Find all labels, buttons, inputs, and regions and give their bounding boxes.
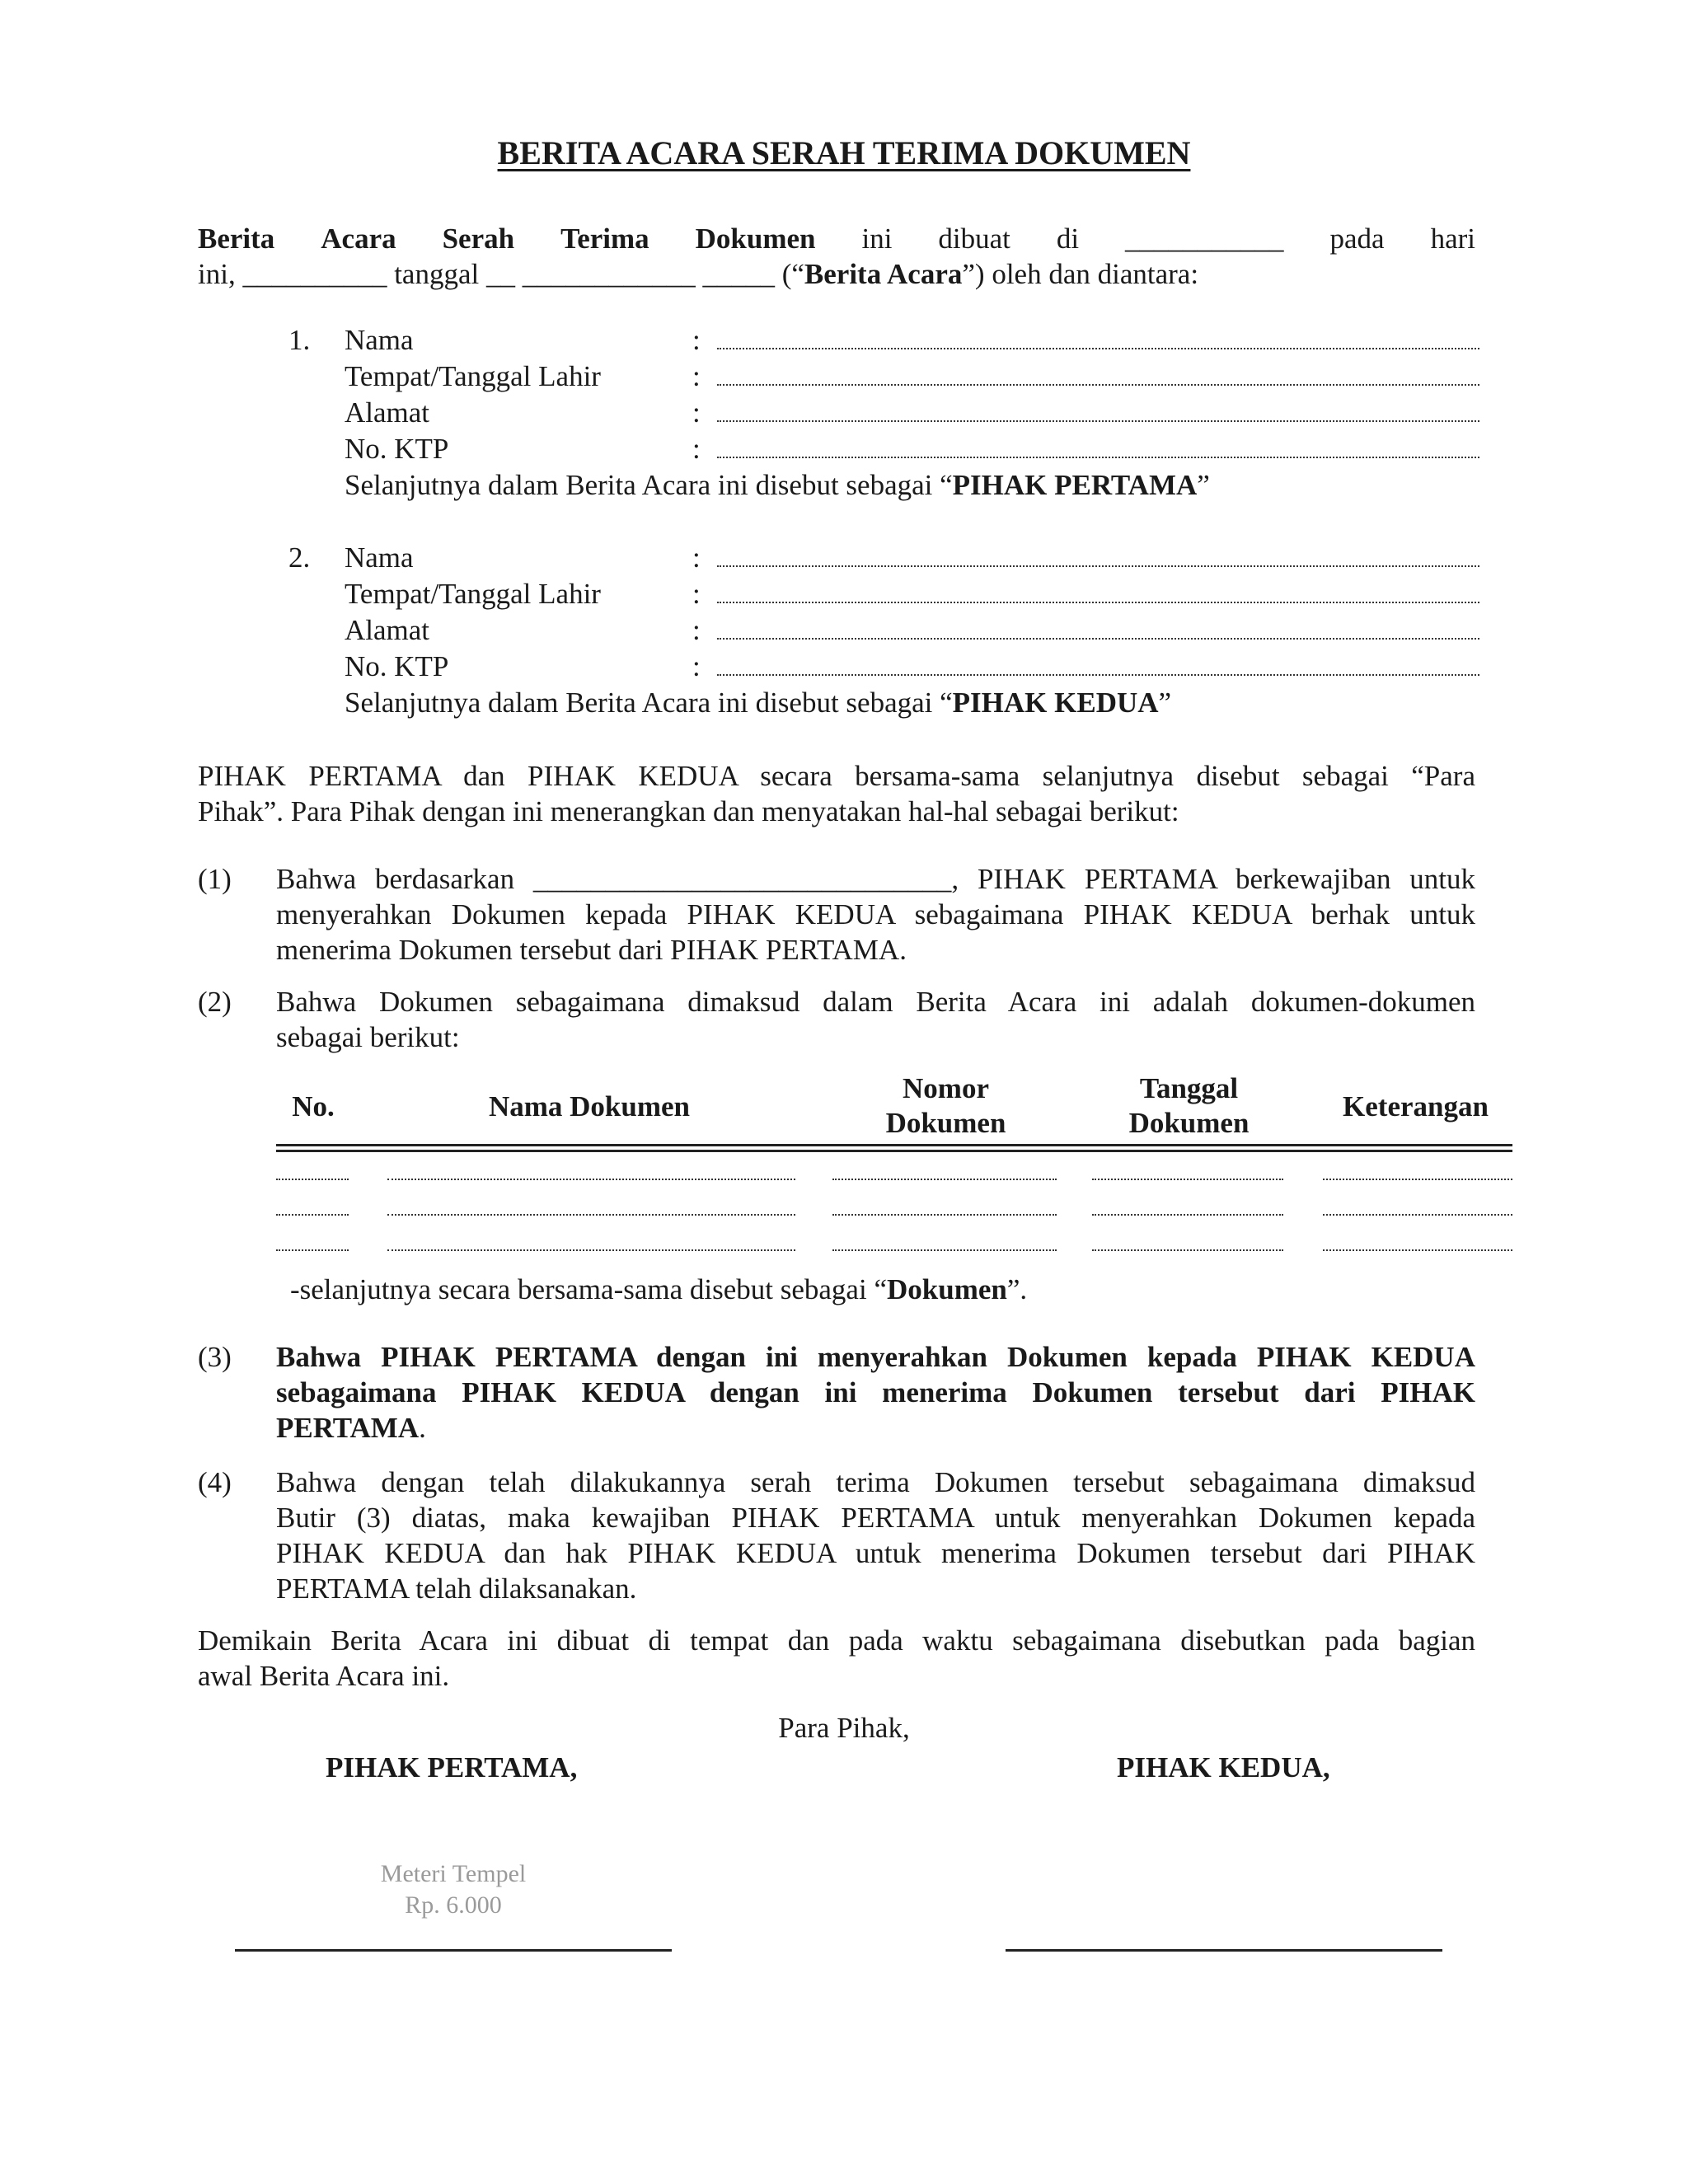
clause-line: Butir (3) diatas, maka kewajiban PIHAK PERTAMA untuk menyerahkan Dokumen kepada: [276, 1502, 1475, 1534]
header-text: Tanggal: [1139, 1072, 1239, 1104]
table-cell-nomor[interactable]: [832, 1249, 1057, 1251]
closing-line: awal Berita Acara ini.: [198, 1660, 450, 1692]
signature-heading: Para Pihak,: [778, 1712, 910, 1744]
fill-line-nama[interactable]: [717, 348, 1479, 349]
table-cell-keterangan[interactable]: [1323, 1249, 1512, 1251]
intro-word: Terima: [560, 223, 649, 255]
intro-word: ini: [861, 223, 893, 255]
clause-line: Bahwa PIHAK PERTAMA dengan ini menyerahkan Dokumen kepada PIHAK KEDUA: [276, 1341, 1475, 1373]
header-text: Dokumen: [885, 1107, 1006, 1139]
intro-word: dibuat: [938, 223, 1010, 255]
table-header-rule: [276, 1144, 1512, 1146]
signature-line-pihak-pertama[interactable]: [235, 1949, 672, 1952]
field-label-ktp: No. KTP: [345, 650, 449, 682]
table-header-rule: [276, 1150, 1512, 1152]
intro-paragraph: [198, 221, 1475, 292]
intro-word: Serah: [442, 223, 515, 255]
document-title: BERITA ACARA SERAH TERIMA DOKUMEN: [497, 134, 1191, 171]
note-text: ”.: [1006, 1273, 1028, 1305]
field-colon: :: [692, 614, 701, 646]
party-2-block: [288, 540, 1479, 721]
table-cell-keterangan[interactable]: [1323, 1179, 1512, 1180]
fill-line-ttl[interactable]: [717, 602, 1479, 603]
field-colon: :: [692, 324, 701, 356]
table-cell-tanggal[interactable]: [1092, 1214, 1283, 1216]
closing-paragraph: [198, 1623, 1475, 1694]
clause-line: PIHAK KEDUA dan hak PIHAK KEDUA untuk menerima Dokumen tersebut dari PIHAK: [276, 1537, 1475, 1569]
para-pihak-paragraph: [198, 758, 1475, 829]
table-cell-no[interactable]: [276, 1214, 349, 1216]
field-label-ttl: Tempat/Tanggal Lahir: [345, 360, 601, 392]
clause-number: (1): [198, 863, 232, 895]
clause-1: [198, 861, 1475, 968]
stamp-text: Meteri Tempel: [380, 1860, 527, 1887]
table-cell-nomor[interactable]: [832, 1214, 1057, 1216]
clause-3: [198, 1339, 1475, 1446]
table-cell-nama[interactable]: [387, 1179, 795, 1180]
fill-line-alamat[interactable]: [717, 638, 1479, 640]
intro-word: Acara: [321, 223, 396, 255]
clause-text: PERTAMA: [276, 1412, 420, 1444]
field-label-ttl: Tempat/Tanggal Lahir: [345, 578, 601, 610]
fill-line-ktp[interactable]: [717, 674, 1479, 676]
intro-blank: ___________: [1125, 223, 1284, 255]
para-pihak-signature-heading: [0, 1710, 1688, 1746]
signature-pihak-kedua-label: PIHAK KEDUA,: [1117, 1751, 1330, 1783]
field-label-nama: Nama: [345, 324, 414, 356]
field-label-ktp: No. KTP: [345, 433, 449, 465]
field-colon: :: [692, 360, 701, 392]
field-label-nama: Nama: [345, 541, 414, 574]
clause-line: menyerahkan Dokumen kepada PIHAK KEDUA sebagaimana PIHAK KEDUA berhak untuk: [276, 898, 1475, 930]
clause-2: [198, 984, 1475, 1055]
clause-line: Bahwa berdasarkan _____________________________, PIHAK PERTAMA berkewajiban untuk: [276, 863, 1475, 895]
field-label-alamat: Alamat: [345, 396, 430, 429]
intro-bold-term: Berita Acara: [804, 258, 963, 290]
fill-line-ttl[interactable]: [717, 384, 1479, 386]
stamp-text: Rp. 6.000: [405, 1891, 502, 1919]
table-cell-nama[interactable]: [387, 1214, 795, 1216]
table-cell-nama[interactable]: [387, 1249, 795, 1251]
table-cell-no[interactable]: [276, 1249, 349, 1251]
party-number: 2.: [288, 541, 311, 574]
party-1-designation: Selanjutnya dalam Berita Acara ini disebut sebagai “PIHAK PERTAMA”: [345, 469, 1210, 501]
intro-word: Dokumen: [695, 223, 816, 255]
closing-line: Demikain Berita Acara ini dibuat di tempat dan pada waktu sebagaimana disebutkan pada bagian: [198, 1624, 1475, 1657]
table-header-nama-dokumen: Nama Dokumen: [488, 1090, 691, 1122]
fill-line-nama[interactable]: [717, 565, 1479, 567]
clause-number: (3): [198, 1341, 232, 1373]
fill-line-alamat[interactable]: [717, 420, 1479, 422]
signature-line-pihak-kedua[interactable]: [1006, 1949, 1442, 1952]
clause-line: menerima Dokumen tersebut dari PIHAK PERTAMA.: [276, 934, 907, 966]
clause-4: [198, 1465, 1475, 1606]
table-cell-tanggal[interactable]: [1092, 1249, 1283, 1251]
intro-line-2: [198, 256, 1475, 292]
table-header-no: No.: [292, 1090, 335, 1122]
table-header-keterangan: Keterangan: [1343, 1090, 1489, 1122]
intro-word: Berita: [198, 223, 275, 255]
clause-line: [276, 1410, 1475, 1446]
table-header-nomor-dokumen: [832, 1071, 1059, 1141]
clause-line: sebagaimana PIHAK KEDUA dengan ini menerima Dokumen tersebut dari PIHAK: [276, 1376, 1475, 1408]
field-colon: :: [692, 650, 701, 682]
clause-number: (4): [198, 1466, 232, 1498]
intro-word: di: [1056, 223, 1080, 255]
para-pihak-line: Pihak”. Para Pihak dengan ini menerangkan dan menyatakan hal-hal sebagai berikut:: [198, 795, 1179, 827]
table-cell-no[interactable]: [276, 1179, 349, 1180]
fill-line-ktp[interactable]: [717, 457, 1479, 458]
para-pihak-line: PIHAK PERTAMA dan PIHAK KEDUA secara bersama-sama selanjutnya disebut sebagai “Para: [198, 760, 1475, 792]
table-cell-nomor[interactable]: [832, 1179, 1057, 1180]
party-1-block: [288, 322, 1479, 504]
clause-line: PERTAMA telah dilaksanakan.: [276, 1572, 637, 1605]
clause-line: Bahwa dengan telah dilakukannya serah terima Dokumen tersebut sebagaimana dimaksud: [276, 1466, 1475, 1498]
table-cell-keterangan[interactable]: [1323, 1214, 1512, 1216]
note-text: -selanjutnya secara bersama-sama disebut sebagai “: [290, 1273, 887, 1305]
signature-pihak-pertama-label: PIHAK PERTAMA,: [326, 1751, 578, 1783]
materai-stamp-placeholder: [338, 1858, 569, 1921]
field-label-alamat: Alamat: [345, 614, 430, 646]
clause-line: sebagai berikut:: [276, 1021, 460, 1053]
field-colon: :: [692, 578, 701, 610]
party-number: 1.: [288, 324, 311, 356]
table-cell-tanggal[interactable]: [1092, 1179, 1283, 1180]
party-2-designation: Selanjutnya dalam Berita Acara ini disebut sebagai “PIHAK KEDUA”: [345, 687, 1172, 719]
clause-text: .: [419, 1412, 426, 1444]
field-colon: :: [692, 433, 701, 465]
clause-line: Bahwa Dokumen sebagaimana dimaksud dalam Berita Acara ini adalah dokumen-dokumen: [276, 986, 1475, 1018]
intro-word: pada: [1329, 223, 1385, 255]
intro-line-1: [198, 221, 1475, 256]
intro-text: ”) oleh dan diantara:: [962, 258, 1199, 290]
field-colon: :: [692, 541, 701, 574]
header-text: Nomor: [903, 1072, 989, 1104]
note-bold-term: Dokumen: [886, 1273, 1007, 1305]
field-colon: :: [692, 396, 701, 429]
clause-number: (2): [198, 986, 232, 1018]
after-table-note: [290, 1272, 1444, 1307]
header-text: Dokumen: [1128, 1107, 1250, 1139]
intro-word: hari: [1430, 223, 1475, 255]
intro-text: ini, __________ tanggal __ ____________ _____ (“: [198, 258, 804, 290]
table-header-tanggal-dokumen: [1092, 1071, 1286, 1141]
